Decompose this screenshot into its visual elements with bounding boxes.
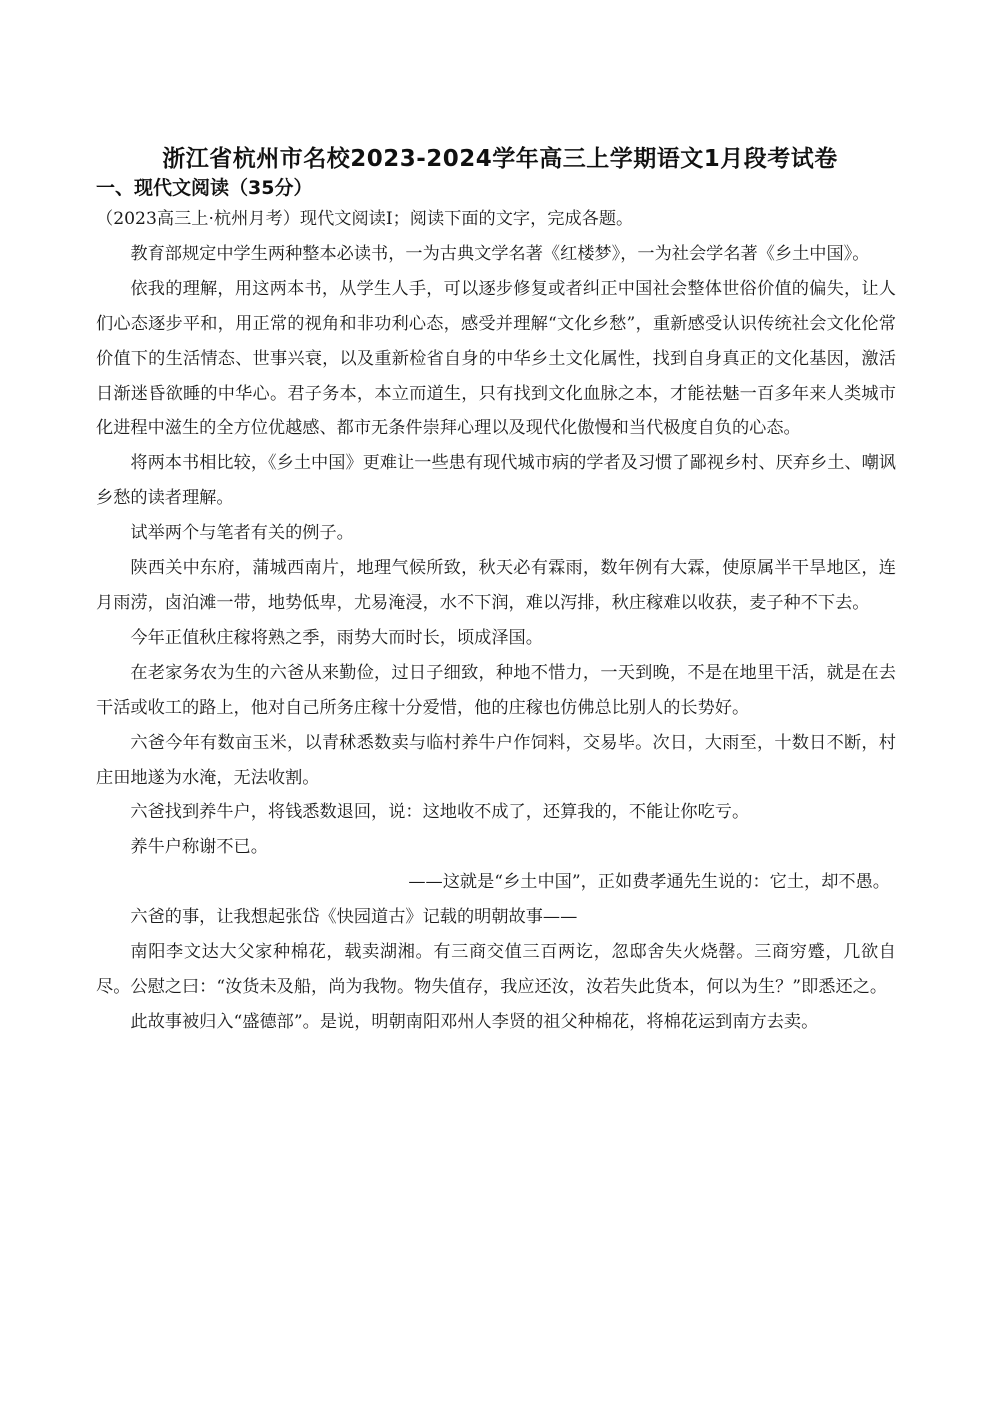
paragraph: 南阳李文达大父家种棉花，载卖湖湘。有三商交值三百两讫，忽邸舍失火烧罄。三商穷蹙，几欲自尽。公慰之曰：“汝货未及船，尚为我物。物失值存，我应还汝，汝若失此货本，何以为生？”即悉还之。 bbox=[96, 942, 896, 997]
paragraph: 在老家务农为生的六爸从来勤俭，过日子细致，种地不惜力，一天到晚，不是在地里干活，就是在去干活或收工的路上，他对自己所务庄稼十分爱惜，他的庄稼也仿佛总比别人的长势好。 bbox=[96, 662, 896, 718]
paragraph: 养牛户称谢不已。 bbox=[130, 837, 268, 858]
paragraph: 将两本书相比较，《乡土中国》更难让一些患有现代城市病的学者及习惯了鄙视乡村、厌弃乡土、嘲讽乡愁的读者理解。 bbox=[96, 453, 896, 509]
paragraph: 此故事被归入“盛德部”。是说，明朝南阳邓州人李贤的祖父种棉花，将棉花运到南方去卖。 bbox=[130, 1011, 819, 1032]
paragraph: 六爸的事，让我想起张岱《快园道古》记载的明朝故事—— bbox=[130, 907, 578, 928]
passage-intro: （2023高三上·杭州月考）现代文阅读Ⅰ；阅读下面的文字，完成各题。 bbox=[96, 209, 634, 229]
section-heading: 一、现代文阅读（35分） bbox=[96, 177, 313, 199]
paragraph: 六爸找到养牛户，将钱悉数退回，说：这地收不成了，还算我的，不能让你吃亏。 bbox=[130, 802, 750, 823]
exam-title: 浙江省杭州市名校2023-2024学年高三上学期语文1月段考试卷 bbox=[162, 146, 838, 172]
signoff-line: ——这就是“乡土中国”，正如费孝通先生说的：它土，却不愚。 bbox=[408, 872, 890, 893]
reading-passage bbox=[96, 202, 896, 1040]
paragraph: 陕西关中东府，蒲城西南片，地理气候所致，秋天必有霖雨，数年例有大霖，使原属半干旱地区，连月雨涝，卤泊滩一带，地势低卑，尤易淹浸，水不下润，难以泻排，秋庄稼难以收获，麦子种不下去。 bbox=[96, 558, 896, 613]
paragraph: 依我的理解，用这两本书，从学生人手，可以逐步修复或者纠正中国社会整体世俗价值的偏失，让人们心态逐步平和，用正常的视角和非功利心态，感受并理解“文化乡愁”，重新感受认识传统社会文化伦常价值下的生活情态、世事兴衰，以及重新检省自身的中华乡土文化属性，找到自身真正的文化基因，激活日渐迷昏欲睡的中华心。君子务本，本立而道生，只有找到文化血脉之本，才能祛魅一百多年来人类城市化进程中滋生的全方位优越感、都市无条件崇拜心理以及现代化傲慢和当代极度自负的心态。 bbox=[96, 278, 896, 439]
paragraph: 今年正值秋庄稼将熟之季，雨势大而时长，顷成泽国。 bbox=[130, 627, 543, 648]
paragraph: 六爸今年有数亩玉米，以青秫悉数卖与临村养牛户作饲料，交易毕。次日，大雨至，十数日不断，村庄田地遂为水淹，无法收割。 bbox=[96, 732, 896, 788]
paragraph: 试举两个与笔者有关的例子。 bbox=[130, 523, 354, 544]
paragraph: 教育部规定中学生两种整本必读书，一为古典文学名著《红楼梦》，一为社会学名著《乡土中国》。 bbox=[130, 243, 870, 264]
